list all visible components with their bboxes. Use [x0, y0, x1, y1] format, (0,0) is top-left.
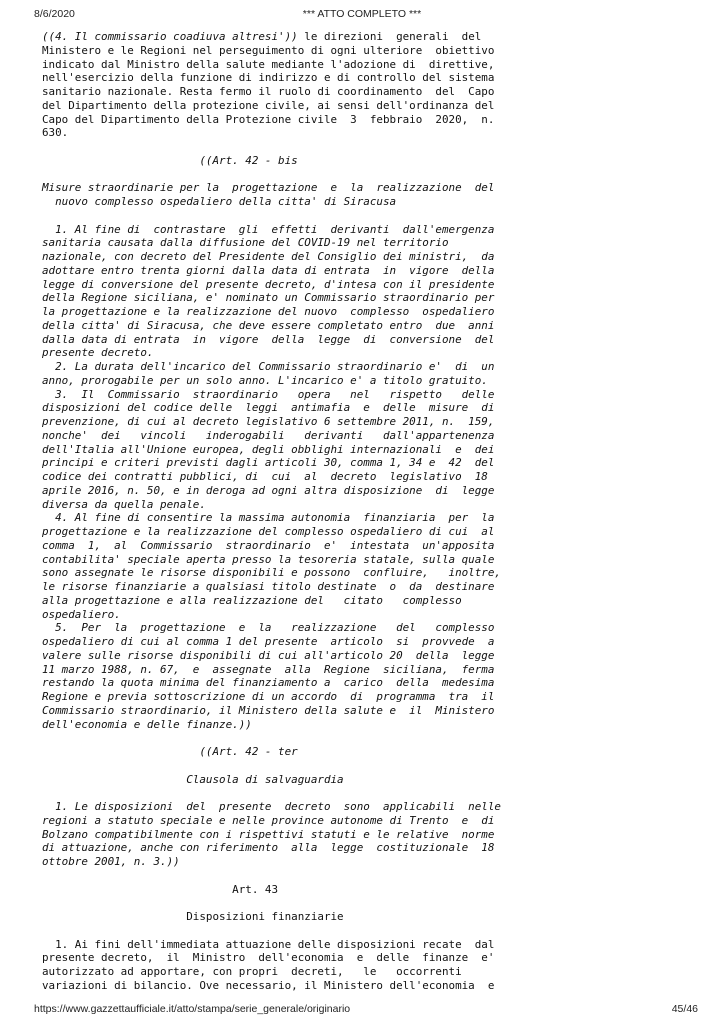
line-text: autorizzato ad apportare, con propri decreti, le occorrenti	[42, 965, 462, 978]
text-line	[42, 676, 702, 690]
text-line	[42, 154, 702, 168]
line-text: del Dipartimento della protezione civile, ai sensi dell'ordinanza del	[42, 98, 495, 112]
text-line	[42, 85, 702, 99]
line-text: legge di conversione del presente decreto, d'intesa con il presidente	[42, 277, 495, 291]
text-line	[42, 883, 702, 897]
text-line	[42, 44, 702, 58]
line-text: la progettazione e la realizzazione del nuovo complesso ospedaliero	[42, 305, 495, 318]
text-line	[42, 223, 702, 237]
text-line	[42, 951, 702, 965]
line-text: le risorse finanziarie a qualsiasi titolo destinate o da destinare	[42, 580, 495, 593]
header-date: 8/6/2020	[34, 8, 75, 20]
line-text: Clausola di salvaguardia	[42, 772, 344, 786]
text-line	[42, 470, 702, 484]
line-text: restando la quota minima del finanziamento a carico della medesima	[42, 676, 495, 690]
paragraph-gap	[42, 731, 702, 745]
text-line	[42, 938, 702, 952]
paragraph	[42, 30, 702, 140]
header-title: *** ATTO COMPLETO ***	[302, 8, 422, 20]
text-line	[42, 113, 702, 127]
line-text: 5. Per la progettazione e la realizzazione del complesso	[42, 621, 495, 635]
text-line	[42, 663, 702, 677]
footer-url[interactable]: https://www.gazzettaufficiale.it/atto/stampa/serie_generale/originario	[34, 1003, 351, 1015]
line-text: 4. Al fine di consentire la massima autonomia finanziaria per la	[42, 511, 495, 525]
line-text: dell'economia e delle finanze.))	[42, 717, 252, 731]
text-line	[42, 979, 702, 993]
paragraph-gap	[42, 869, 702, 883]
text-line	[42, 484, 702, 498]
text-line	[42, 360, 702, 374]
paragraph	[42, 154, 702, 168]
text-line	[42, 346, 702, 360]
text-line	[42, 773, 702, 787]
line-text: sanitario nazionale. Resta fermo il ruolo di coordinamento del Capo	[42, 85, 495, 98]
line-text: disposizioni del codice delle leggi antimafia e delle misure di	[42, 401, 495, 415]
line-text: Misure straordinarie per la progettazione e la realizzazione del	[42, 181, 495, 195]
line-text: sanitaria causata dalla diffusione del COVID-19 nel territorio	[42, 236, 449, 250]
line-text: Bolzano compatibilmente con i rispettivi statuti e le relative norme	[42, 827, 495, 841]
line-text: valere sulle risorse disponibili di cui all'articolo 20 della legge	[42, 648, 495, 662]
line-text: 630.	[42, 126, 69, 140]
line-text: Capo del Dipartimento della Protezione civile 3 febbraio 2020, n.	[42, 112, 495, 126]
text-line	[42, 236, 702, 250]
line-text: comma 1, al Commissario straordinario e' intestata un'apposita	[42, 538, 495, 552]
text-line	[42, 58, 702, 72]
text-line	[42, 126, 702, 140]
line-text: della citta' di Siracusa, che deve essere completato entro due anni	[42, 318, 495, 332]
line-text: dalla data di entrata in vigore della legge di conversione del	[42, 332, 495, 346]
line-text: 1. Le disposizioni del presente decreto sono applicabili nelle	[42, 800, 501, 813]
text-line	[42, 401, 702, 415]
paragraph	[42, 745, 702, 759]
line-text: nuovo complesso ospedaliero della citta' di Siracusa	[42, 195, 397, 208]
text-line	[42, 594, 702, 608]
text-line	[42, 30, 702, 44]
line-text: anno, prorogabile per un solo anno. L'incarico e' a titolo gratuito.	[42, 373, 488, 387]
line-text: ottobre 2001, n. 3.))	[42, 855, 180, 868]
line-text: 11 marzo 1988, n. 67, e assegnate alla Regione siciliana, ferma	[42, 662, 495, 676]
line-text: 1. Ai fini dell'immediata attuazione delle disposizioni recate dal	[42, 937, 495, 951]
line-text: della Regione siciliana, e' nominato un Commissario straordinario per	[42, 291, 495, 305]
line-text: ospedaliero.	[42, 607, 121, 621]
line-text: indicato dal Ministro della salute mediante l'adozione di direttive,	[42, 57, 495, 71]
paragraph	[42, 181, 702, 209]
document-body	[42, 30, 702, 993]
line-text: ((Art. 42 - bis	[42, 153, 298, 167]
line-text: nonche' dei vincoli inderogabili derivanti dall'appartenenza	[42, 428, 495, 442]
text-line	[42, 511, 702, 525]
line-text: ospedaliero di cui al comma 1 del presente articolo si provvede a	[42, 635, 495, 648]
text-line	[42, 828, 702, 842]
line-text: alla progettazione e alla realizzazione del citato complesso	[42, 593, 462, 607]
line-text-rest: le direzioni generali del	[297, 30, 482, 43]
text-line	[42, 910, 702, 924]
text-line	[42, 374, 702, 388]
line-text: 3. Il Commissario straordinario opera nel rispetto delle	[42, 387, 495, 401]
text-line	[42, 690, 702, 704]
line-text: sono assegnate le risorse disponibili e possono confluire, inoltre,	[42, 566, 501, 580]
line-text: 2. La durata dell'incarico del Commissario straordinario e' di un	[42, 360, 495, 373]
text-line	[42, 195, 702, 209]
line-text: ((4. Il commissario coadiuva altresi'))	[42, 30, 298, 43]
paragraph-gap	[42, 140, 702, 154]
line-text: presente decreto, il Ministro dell'economia e delle finanze e'	[42, 951, 495, 965]
paragraph-gap	[42, 209, 702, 223]
line-text: di attuazione, anche con riferimento alla legge costituzionale 18	[42, 841, 495, 855]
line-text: principi e criteri previsti dagli articoli 30, comma 1, 34 e 42 del	[42, 456, 495, 470]
text-line	[42, 621, 702, 635]
line-text: codice dei contratti pubblici, di cui al decreto legislativo 18	[42, 470, 488, 483]
line-text: Disposizioni finanziarie	[42, 910, 344, 923]
text-line	[42, 181, 702, 195]
paragraph	[42, 800, 702, 869]
text-line	[42, 553, 702, 567]
paragraph-gap	[42, 924, 702, 938]
text-line	[42, 718, 702, 732]
line-text: nell'esercizio della funzione di indirizzo e di controllo del sistema	[42, 71, 495, 85]
text-line	[42, 745, 702, 759]
text-line	[42, 305, 702, 319]
paragraph	[42, 773, 702, 787]
text-line	[42, 814, 702, 828]
text-line	[42, 443, 702, 457]
text-line	[42, 566, 702, 580]
paragraph-gap	[42, 759, 702, 773]
page-number: 45/46	[671, 1003, 698, 1015]
text-line	[42, 525, 702, 539]
text-line	[42, 635, 702, 649]
text-line	[42, 388, 702, 402]
text-line	[42, 841, 702, 855]
line-text: Ministero e le Regioni nel perseguimento di ogni ulteriore obiettivo	[42, 43, 495, 57]
text-line	[42, 264, 702, 278]
text-line	[42, 498, 702, 512]
line-text: nazionale, con decreto del Presidente del Consiglio dei ministri, da	[42, 250, 495, 263]
text-line	[42, 608, 702, 622]
text-line	[42, 250, 702, 264]
line-text: prevenzione, di cui al decreto legislativo 6 settembre 2011, n. 159,	[42, 415, 495, 428]
line-text: presente decreto.	[42, 346, 154, 360]
line-text: progettazione e la realizzazione del complesso ospedaliero di cui al	[42, 525, 495, 538]
text-line	[42, 456, 702, 470]
line-text: variazioni di bilancio. Ove necessario, il Ministero dell'economia e	[42, 978, 495, 992]
line-text: aprile 2016, n. 50, e in deroga ad ogni altra disposizione di legge	[42, 483, 495, 497]
text-line	[42, 649, 702, 663]
line-text: regioni a statuto speciale e nelle province autonome di Trento e di	[42, 813, 495, 827]
line-text: 1. Al fine di contrastare gli effetti derivanti dall'emergenza	[42, 222, 495, 236]
paragraph-gap	[42, 896, 702, 910]
text-line	[42, 704, 702, 718]
paragraph	[42, 223, 702, 732]
paragraph	[42, 910, 702, 924]
paragraph-gap	[42, 168, 702, 182]
text-line	[42, 291, 702, 305]
paragraph-gap	[42, 786, 702, 800]
line-text: Regione e previa sottoscrizione di un accordo di programma tra il	[42, 690, 495, 703]
line-text: ((Art. 42 - ter	[42, 745, 298, 758]
line-text: Commissario straordinario, il Ministero della salute e il Ministero	[42, 703, 495, 717]
paragraph	[42, 938, 702, 993]
text-line	[42, 539, 702, 553]
line-text: dell'Italia all'Unione europea, degli obblighi internazionali e dei	[42, 442, 495, 456]
paragraph	[42, 883, 702, 897]
line-text: diversa da quella penale.	[42, 497, 206, 511]
text-line	[42, 319, 702, 333]
line-text: Art. 43	[42, 882, 279, 896]
text-line	[42, 855, 702, 869]
text-line	[42, 71, 702, 85]
text-line	[42, 99, 702, 113]
text-line	[42, 278, 702, 292]
text-line	[42, 429, 702, 443]
text-line	[42, 415, 702, 429]
line-text: contabilita' speciale aperta presso la tesoreria statale, sulla quale	[42, 552, 495, 566]
text-line	[42, 333, 702, 347]
text-line	[42, 580, 702, 594]
line-text: adottare entro trenta giorni dalla data di entrata in vigore della	[42, 263, 495, 277]
text-line	[42, 965, 702, 979]
text-line	[42, 800, 702, 814]
